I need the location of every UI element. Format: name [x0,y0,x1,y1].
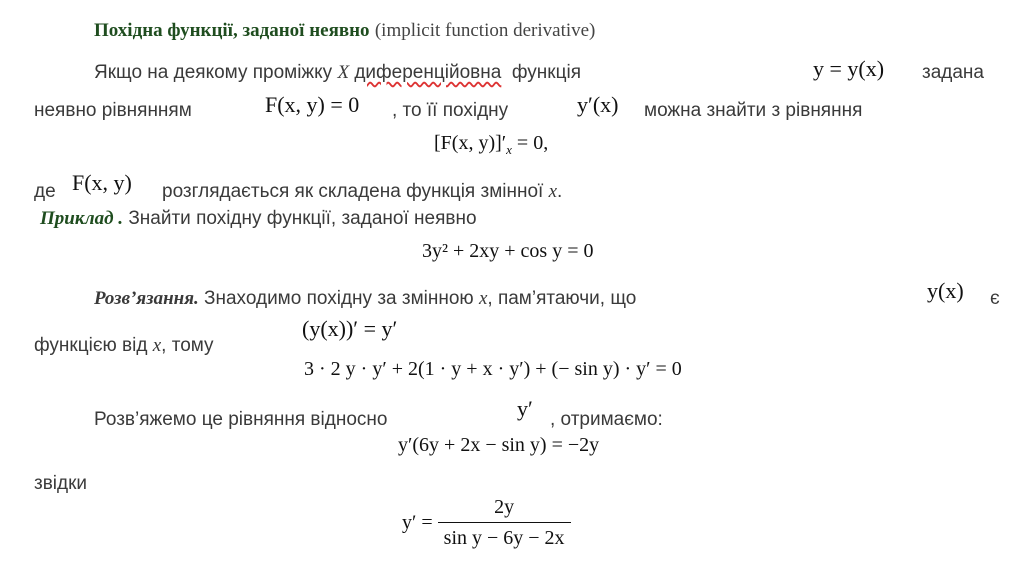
math-solved: y′(6y + 2x − sin y) = −2y [398,434,600,456]
para2-x: x [548,181,558,202]
title-main: Похідна функції, заданої неявно [94,20,370,41]
hence-text: звідки [34,473,88,494]
solution-x1: x [478,288,488,309]
solution-line2 [34,334,214,358]
math-F-der-rhs: = 0 [516,132,544,154]
math-y-of-x: y(x) [927,278,964,303]
para1-text-c: функція [511,62,581,83]
math-F-eq: F(x, y) = 0 [265,92,360,117]
para1-text-b: диференційовна [354,62,502,83]
math-F-derivative: [F(x, $y)]'_x = 0$, [434,132,549,157]
para1-text-a: Якщо на деякому проміжку [94,62,333,83]
solution-text-b: , пам’ятаючи, що [487,288,637,309]
para2-rest: розглядається як складена функція змінної [162,181,544,202]
math-result-lhs: y′ = [402,511,433,534]
math-y-eq: y = y(x) [813,56,885,81]
para1-text-g: можна знайти з рівняння [644,100,863,121]
solution-label: Розв’язання. [94,288,199,309]
para1-X: X [337,62,350,83]
para2-de: де [34,181,56,202]
solution-text-e: , тому [161,335,214,356]
solve-text-a: Розв’яжемо це рівняння відносно [94,409,388,430]
para2-dot: . [557,181,563,202]
example-label: Приклад . [40,208,124,229]
math-diff-eq: 3 · 2 y · y′ + 2(1 · y + x · y′) + (− sin y) · y′ = 0 [304,358,682,380]
example-text: Знайти похідну функції, заданої неявно [128,208,477,229]
solution-text-d: функцією від [34,335,148,356]
math-result [402,494,571,551]
math-result-den: sin y − 6y − 2x [443,527,565,549]
example-line [40,207,477,231]
math-F-xy: F(x, y) [72,170,132,195]
math-y-prime: y′ [517,396,533,421]
math-F-der-lhs: [F(x, y)]′ [434,132,507,154]
title-note: (implicit function derivative) [374,20,596,41]
solution-text-c: є [990,288,1000,309]
math-result-fraction [438,494,571,551]
solve-text-b: , отримаємо: [550,409,663,430]
math-y-prime-x: y′(x) [577,92,619,117]
solution-line1 [94,287,636,311]
para1-line1 [94,61,581,85]
para2-line [162,180,562,204]
solution-x2: x [152,335,162,356]
solution-text-a: Знаходимо похідну за змінною [204,288,474,309]
math-chain: (y(x))′ = y′ [302,316,398,341]
para1-text-d: задана [922,62,984,83]
para1-text-f: , то її похідну [392,100,509,121]
math-result-num: 2y [438,494,571,523]
math-eq-example: 3y² + 2xy + cos y = 0 [422,240,594,262]
slide-title [94,19,595,43]
math-F-der-sub: x [506,142,512,157]
para1-text-e: неявно рівнянням [34,100,192,121]
